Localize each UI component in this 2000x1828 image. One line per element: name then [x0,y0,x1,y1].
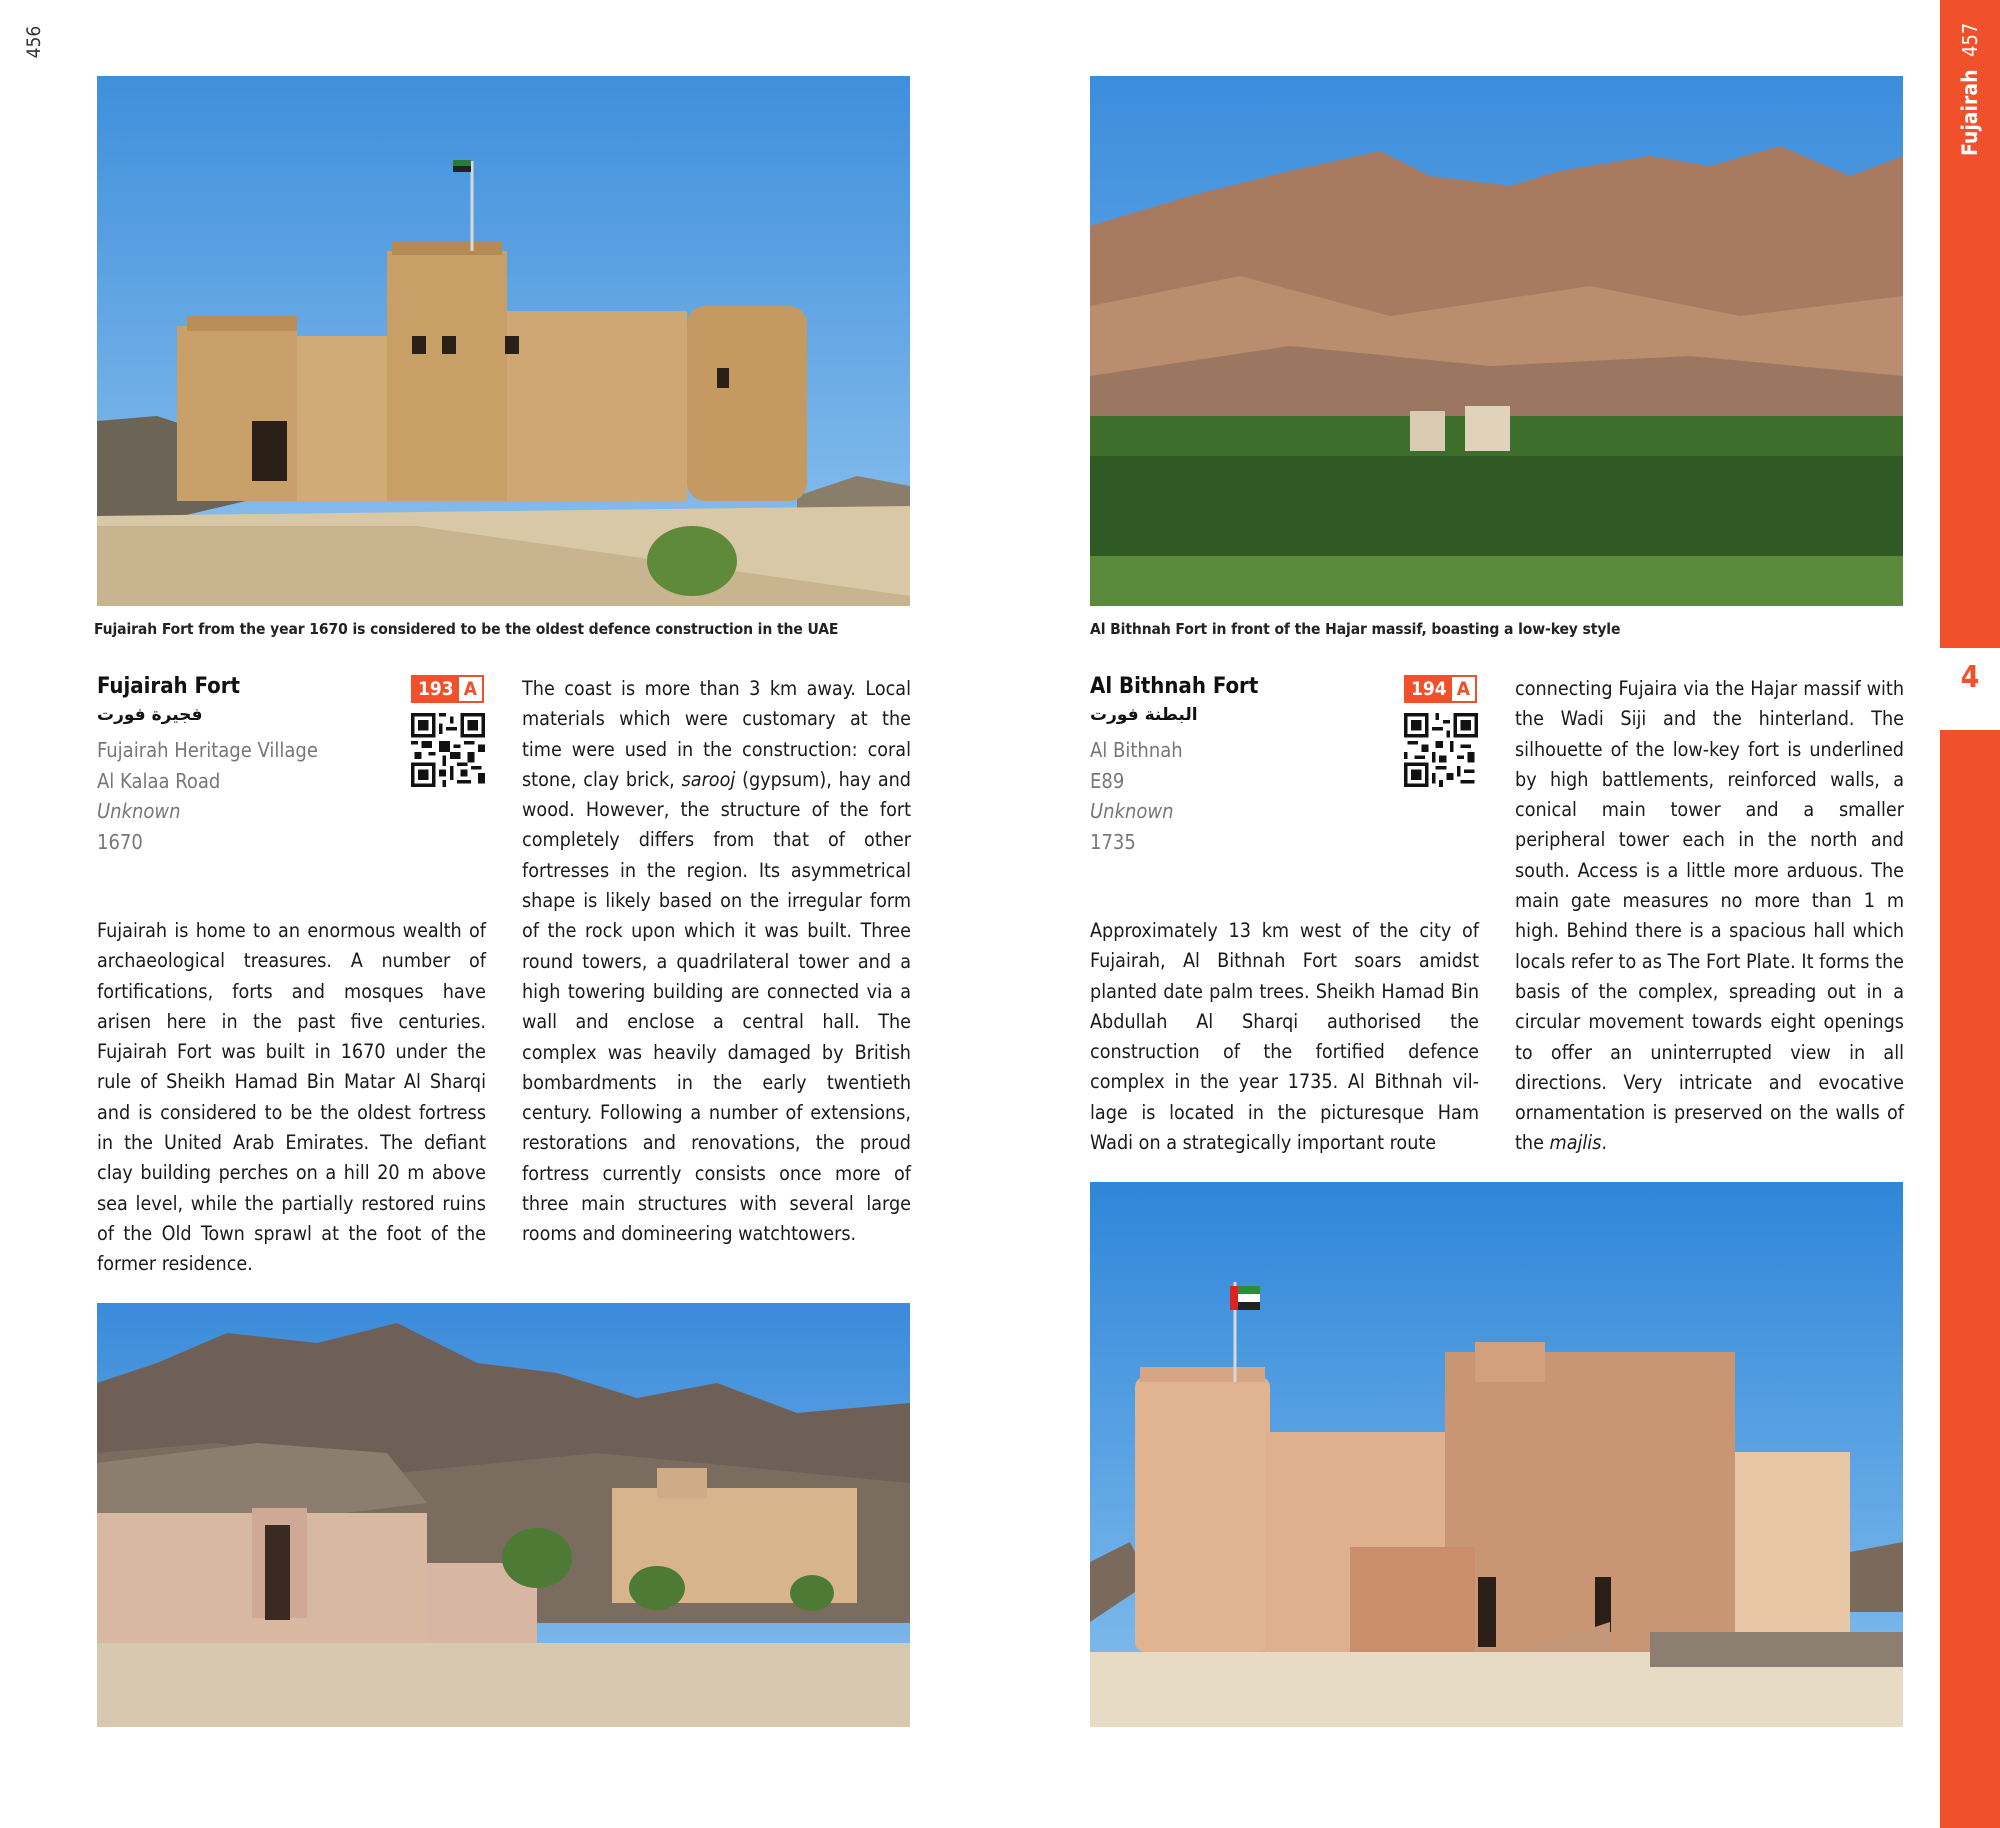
entry-address: E89 [1090,768,1125,793]
badge-number: 194 [1406,677,1452,701]
body-text-col2-fujairah: The coast is more than 3 km away. Local materials which were customary at the time were used in the construction: coral stone, clay brick, sarooj (gypsum), hay and wood. However, the structure of the fort completely differs from that of other fortresses in the region. Its asymmetrical shape is likely based on the irregular form of the rock upon which it was built. Three round towers, a quadrilateral tower and a high towering building are connected via a wall and enclose a central hall. The complex was heavily damaged by British bombardments in the early twentieth century. Following a number of extensions, restorations and renovations, the proud fortress currently consists once more of three main structures with several large rooms and domineering watchtowers. [522,677,911,1246]
badge-number: 193 [413,677,459,701]
photo-al-bithnah-mountains [1090,76,1903,606]
entry-location: Fujairah Heritage Village [97,738,318,762]
entry-year: 1735 [1090,829,1136,854]
body-text-col1-al-bithnah: Approximately 13 km west of the city of Fujairah, Al Bithnah Fort soars amidst planted date palm trees. Sheikh Hamad Bin Abdullah Al Sharqi authorised the construction of the fortified defence complex in the year 1735. Al Bithnah village is located in the picturesque Ham Wadi on a strategically important route [1090,919,1479,1155]
page-number-left: 456 [23,25,45,59]
entry-meta-fujairah [97,735,318,857]
entry-meta-al-bithnah [1090,735,1183,857]
entry-arabic-name: فجيرة فورت [97,705,203,725]
body-text-col2-al-bithnah: connecting Fujaira via the Hajar massif with the Wadi Siji and the hinterland. The silhouette of the low-key fort is underlined by high battlements, reinforced walls, a conical main tower and a smaller peripheral tower each in the north and south. Access is a little more arduous. The main gate measures no more than 1 m high. Behind there is a spacious hall which locals refer to as The Fort Plate. It forms the basis of the complex, spreading out in a circular movement towards eight openings to offer an uninterrupted view in all directions. Very intricate and evocative ornamentation is preserved on the walls of the majlis. [1515,677,1904,1155]
photo-al-bithnah-fort [1090,1182,1903,1727]
chapter-number: 4 [1960,660,1980,695]
section-side-tab [1940,0,2000,1828]
qr-code-icon[interactable] [411,712,485,788]
entry-title-al-bithnah: Al Bithnah Fort [1090,674,1259,699]
entry-number-badge [1404,675,1477,703]
photo-fujairah-fort [97,76,910,606]
badge-letter: A [1452,677,1475,701]
entry-year: 1670 [97,829,143,854]
photo-heritage-village [97,1303,910,1727]
badge-letter: A [459,677,482,701]
entry-location: Al Bithnah [1090,738,1183,762]
entry-title-fujairah: Fujairah Fort [97,674,240,699]
page-number-right: 457 [1958,22,1982,57]
entry-architect: Unknown [97,799,181,823]
qr-code-icon[interactable] [1404,712,1478,788]
body-text-col1-fujairah: Fujairah is home to an enormous wealth of archaeological treasures. A number of fortifications, forts and mosques have arisen here in the past five centuries. Fujairah Fort was built in 1670 under the rule of Sheikh Hamad Bin Matar Al Sharqi and is considered to be the oldest fortress in the United Arab Emirates. The defiant clay building perches on a hill 20 m above sea level, while the partially restored ruins of the Old Town sprawl at the foot of the former residence. [97,919,486,1276]
entry-number-badge [411,675,484,703]
photo-caption-right: Al Bithnah Fort in front of the Hajar massif, boasting a low-key style [1090,620,1621,638]
photo-caption-left: Fujairah Fort from the year 1670 is considered to be the oldest defence construction in the UAE [94,620,839,638]
entry-architect: Unknown [1090,799,1174,823]
entry-address: Al Kalaa Road [97,768,221,793]
entry-arabic-name: البطنة فورت [1090,705,1198,725]
section-name: Fujairah [1958,69,1982,156]
